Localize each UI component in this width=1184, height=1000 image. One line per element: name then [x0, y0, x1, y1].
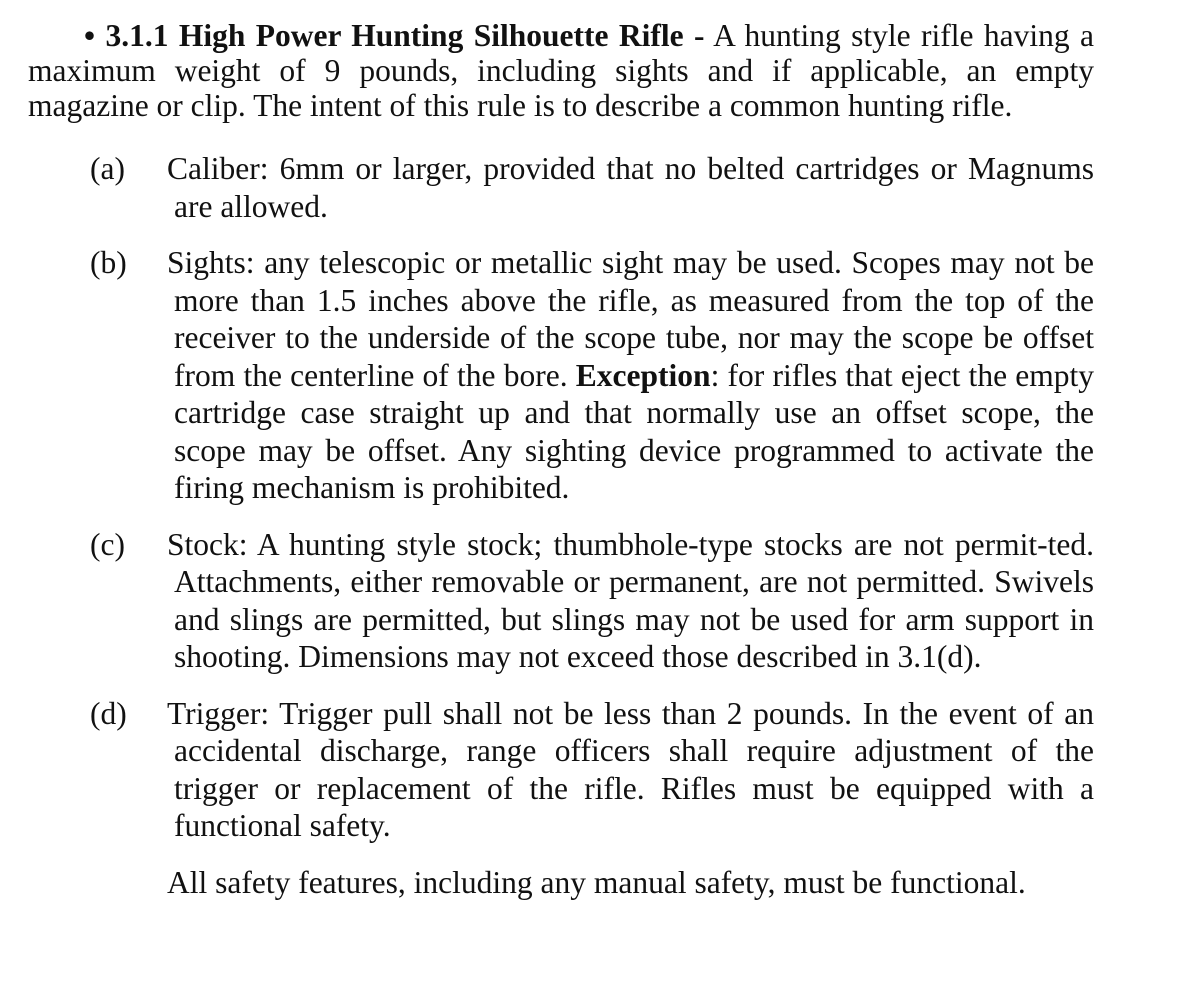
rule-item-d: [28, 695, 1094, 845]
section-intro-paragraph: [28, 18, 1094, 123]
bullet-marker: •: [84, 18, 96, 53]
rule-list: [28, 150, 1094, 845]
section-intro-text: A hunting style rifle having a maximum weight of 9 pounds, including sights and if applicable, an empty magazine or clip. The intent of this rule is to describe a common hunting rifle.: [28, 18, 1095, 123]
closing-note: All safety features, including any manual safety, must be functional.: [167, 864, 1026, 900]
exception-label: Exception: [575, 357, 711, 393]
rule-item-b: [28, 244, 1094, 507]
rule-text: Trigger: Trigger pull shall not be less than 2 pounds. In the event of an accidental discharge, range officers shall require adjustment of the trigger or replacement of the rifle. Rifles must be equipped with a functional safety.: [167, 695, 1094, 843]
rule-marker: (b): [90, 245, 127, 280]
rule-text-part: Sights: any telescopic or metallic sight may be used. Scopes may not be more than 1.5 inches above the rifle, as measured from the top of the receiver to the underside of the scope tube, nor may the scope be offset from the centerline of the bore.: [167, 245, 1094, 393]
rule-item-a: [28, 150, 1094, 225]
rule-item-c: [28, 526, 1094, 676]
section-heading: 3.1.1 High Power Hunting Silhouette Rifle -: [105, 18, 705, 53]
rule-text: Caliber: 6mm or larger, provided that no belted cartridges or Magnums are allowed.: [167, 151, 1094, 224]
rule-text: Stock: A hunting style stock; thumbhole-type stocks are not permit-ted. Attachments, either removable or permanent, are not permitted. Swivels and slings are permitted, but slings may not be used for arm support in shooting. Dimensions may not exceed those described in 3.1(d).: [167, 526, 1094, 674]
rule-marker: (d): [90, 695, 127, 731]
rule-marker: (a): [90, 151, 125, 186]
rule-marker: (c): [90, 526, 125, 562]
document-page: [28, 18, 1094, 901]
rule-text: [167, 244, 1095, 507]
rule-text-part: : for rifles that eject the empty cartridge case straight up and that normally use an offset scope, the scope may be offset. Any sighting device programmed to activate the firing mechanism is prohibited.: [174, 357, 1095, 505]
